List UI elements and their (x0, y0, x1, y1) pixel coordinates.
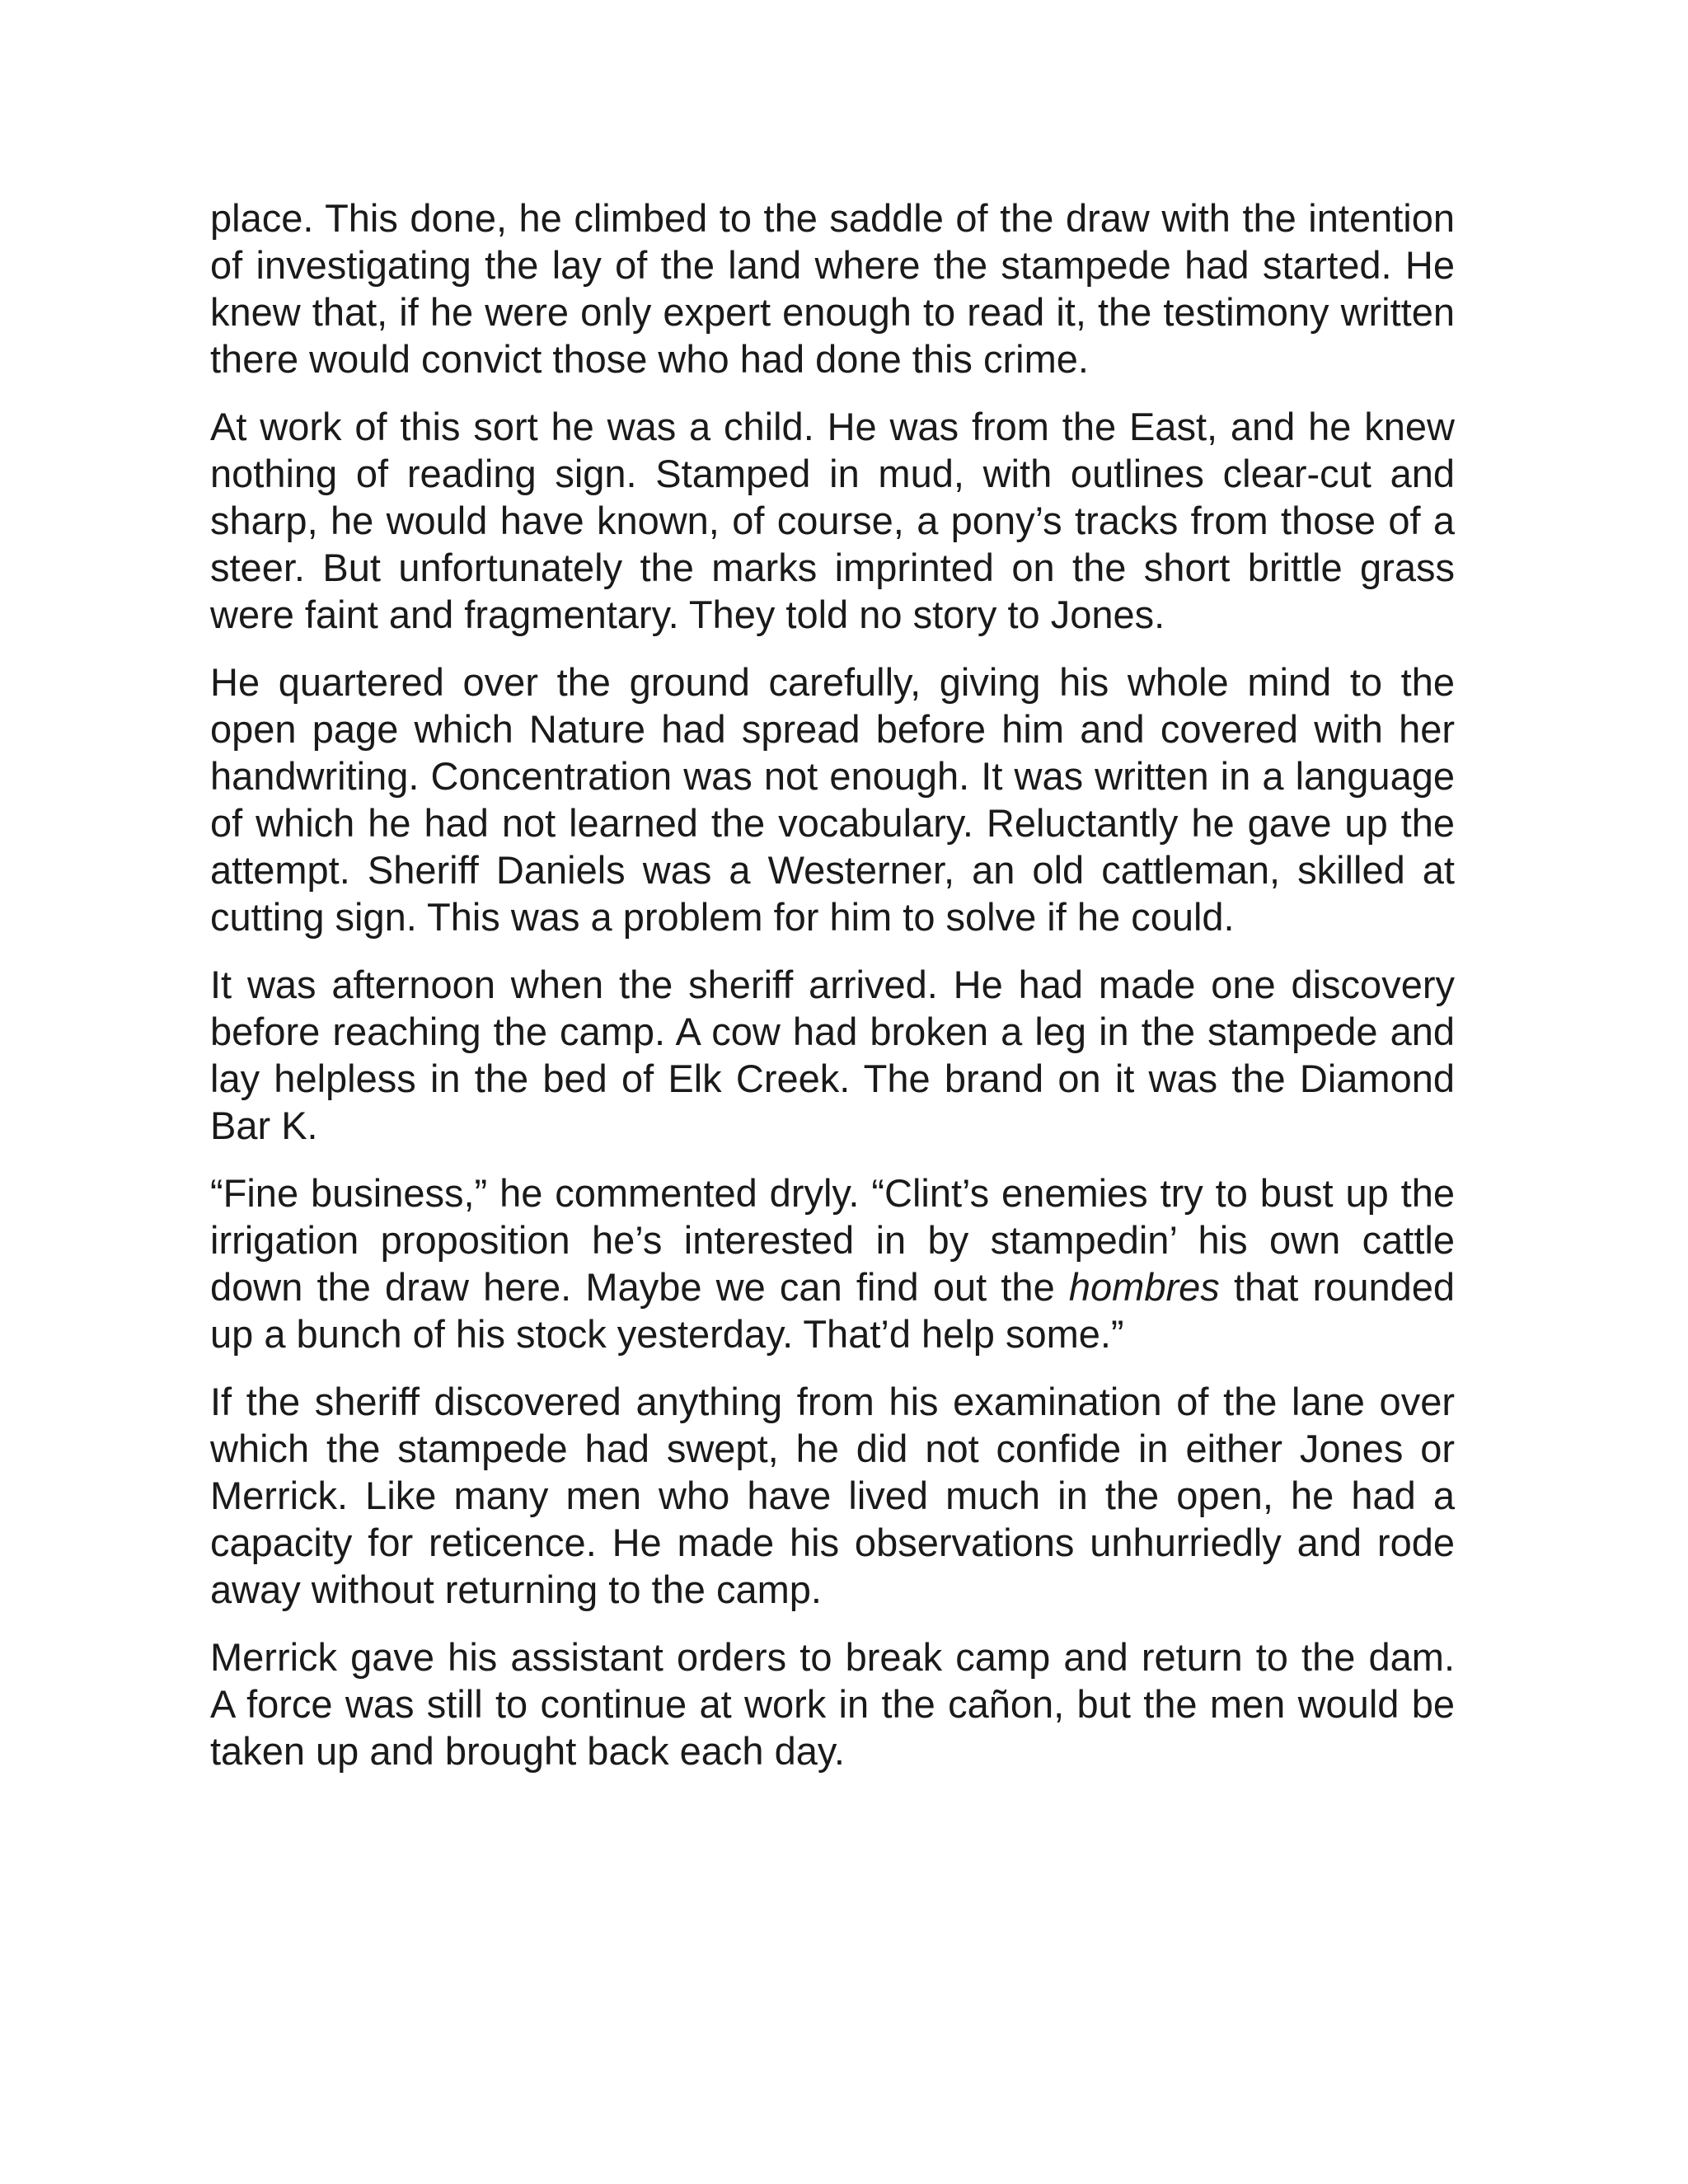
paragraph-5 (210, 1169, 1455, 1357)
paragraph-5-italic-word: hombres (1068, 1265, 1220, 1309)
paragraph-6: If the sheriff discovered anything from his examination of the lane over which the stampede had swept, he did not confide in either Jones or Merrick. Like many men who have lived much in the open, he had a capacity for reticence. He made his observations unhurriedly and rode away without returning to the camp. (210, 1380, 1455, 1611)
paragraph-3: He quartered over the ground carefully, giving his whole mind to the open page which Nature had spread before him and covered with her handwriting. Concentration was not enough. It was written in a language of which he had not learned the vocabulary. Reluctantly he gave up the attempt. Sheriff Daniels was a Westerner, an old cattleman, skilled at cutting sign. This was a problem for him to solve if he could. (210, 660, 1455, 939)
page-body (210, 194, 1455, 1774)
paragraph-5-start: “Fine business,” he commented dryly. “Clint’s enemies try to bust up the irrigation proposition he’s interested in by stampedin’ his own cattle down the draw here. Maybe we can find out the (210, 1171, 1455, 1309)
paragraph-2: At work of this sort he was a child. He was from the East, and he knew nothing of reading sign. Stamped in mud, with outlines clear-cut and sharp, he would have known, of course, a pony’s tracks from those of a steer. But unfortunately the marks imprinted on the short brittle grass were faint and fragmentary. They told no story to Jones. (210, 405, 1455, 636)
paragraph-7: Merrick gave his assistant orders to break camp and return to the dam. A force was still to continue at work in the cañon, but the men would be taken up and brought back each day. (210, 1635, 1455, 1773)
paragraph-5-end: that rounded up a bunch of his stock yesterday. That’d help some.” (210, 1265, 1456, 1356)
paragraph-4: It was afternoon when the sheriff arrived. He had made one discovery before reaching the camp. A cow had broken a leg in the stampede and lay helpless in the bed of Elk Creek. The brand on it was the Diamond Bar K. (210, 963, 1455, 1147)
paragraph-1: place. This done, he climbed to the saddle of the draw with the intention of investigating the lay of the land where the stampede had started. He knew that, if he were only expert enough to read it, the testimony written there would convict those who had done this crime. (210, 196, 1455, 381)
